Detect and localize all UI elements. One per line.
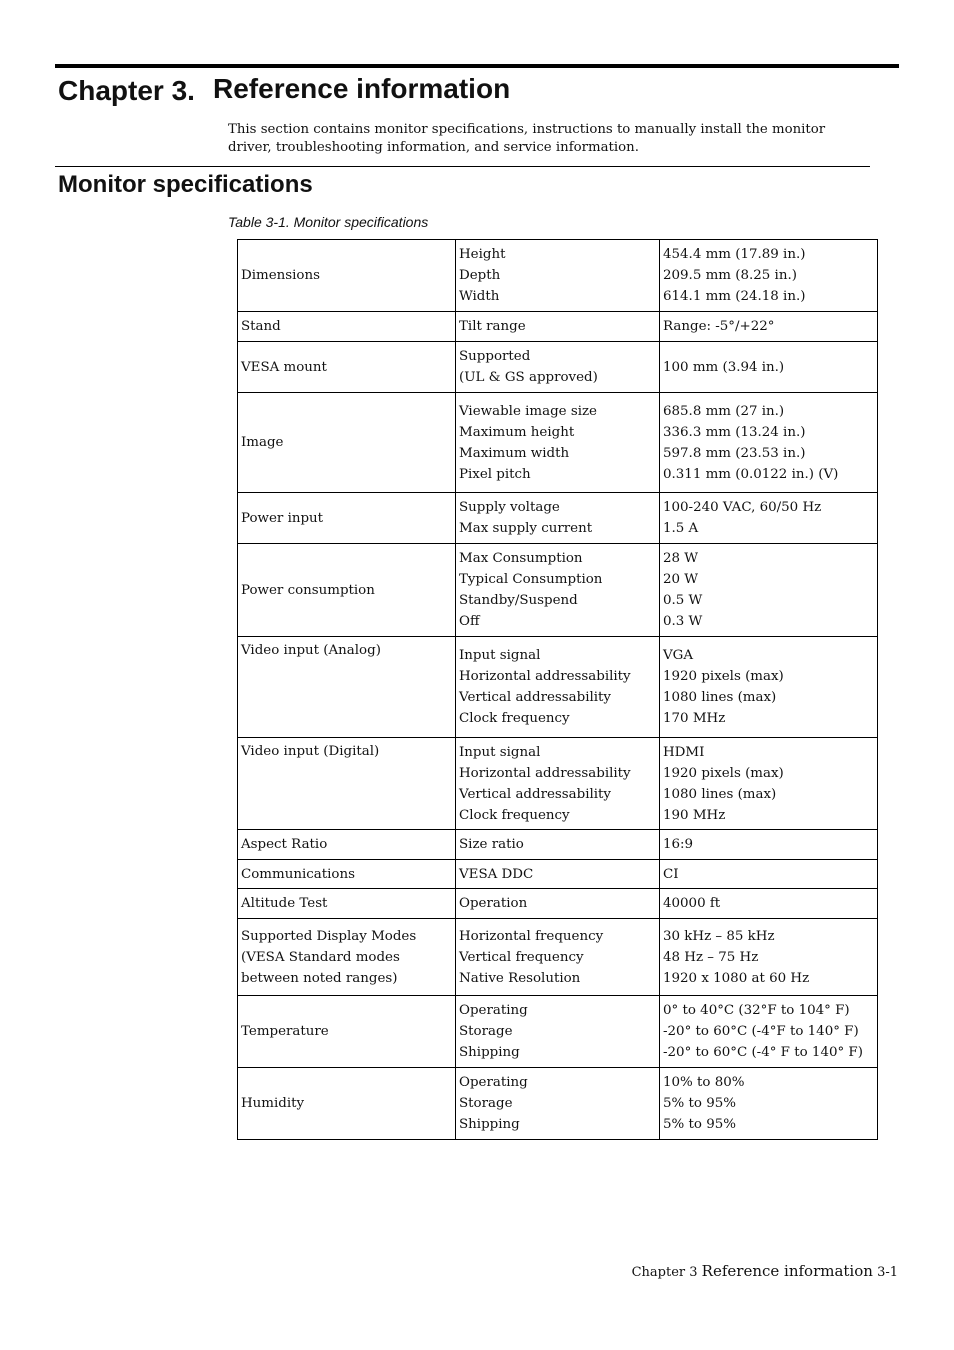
spec-value-cell: [660, 889, 878, 919]
cell-line: Altitude Test: [241, 896, 328, 911]
cell-line: Image: [241, 435, 284, 450]
cell-line: 48 Hz – 75 Hz: [663, 949, 759, 965]
cell-line: Supported Display Modes: [241, 928, 417, 944]
footer-title: Reference information: [701, 1262, 873, 1280]
cell-line: 1080 lines (max): [663, 786, 777, 802]
table-row: [238, 393, 878, 493]
spec-value-cell: [660, 493, 878, 544]
spec-item-cell: [456, 637, 660, 738]
cell-line: 100-240 VAC, 60/50 Hz: [663, 500, 822, 515]
cell-line: Stand: [241, 319, 281, 334]
cell-line: 28 W: [663, 551, 699, 566]
cell-line: Input signal: [459, 648, 541, 663]
spec-value-cell: [660, 738, 878, 830]
cell-line: Vertical frequency: [459, 949, 584, 965]
spec-item-cell: [456, 493, 660, 544]
cell-line: Aspect Ratio: [241, 837, 328, 852]
chapter-title: Reference information: [213, 73, 511, 104]
cell-line: (UL & GS approved): [459, 370, 598, 385]
cell-line: Height: [459, 247, 506, 262]
cell-line: 0.3 W: [663, 614, 703, 629]
cell-line: Max Consumption: [459, 551, 583, 566]
table-row: [238, 312, 878, 342]
cell-line: -20° to 60°C (-4°F to 140° F): [663, 1024, 859, 1039]
spec-item-cell: [456, 312, 660, 342]
cell-line: Video input (Analog): [241, 643, 381, 658]
cell-line: Operating: [459, 1075, 528, 1090]
footer-page-number: 3-1: [877, 1265, 898, 1280]
cell-line: Vertical addressability: [459, 786, 611, 802]
cell-line: Humidity: [241, 1096, 305, 1111]
chapter-label: Chapter 3.: [58, 75, 195, 106]
cell-line: Clock frequency: [459, 807, 570, 823]
cell-line: VESA mount: [241, 359, 327, 375]
table-row: [238, 493, 878, 544]
cell-line: Horizontal addressability: [459, 669, 631, 684]
table-row: [238, 342, 878, 393]
cell-line: VESA DDC: [459, 866, 534, 882]
cell-line: 20 W: [663, 572, 699, 587]
spec-value-cell: [660, 393, 878, 493]
section-title: Monitor specifications: [58, 171, 313, 198]
spec-item-cell: [456, 1068, 660, 1140]
spec-category-cell: [238, 860, 456, 889]
cell-line: Power input: [241, 510, 324, 526]
cell-line: Standby/Suspend: [459, 593, 578, 608]
spec-value-cell: [660, 342, 878, 393]
spec-category-cell: [238, 830, 456, 860]
table-row: [238, 889, 878, 919]
table-caption: Table 3-1. Monitor specifications: [228, 214, 429, 230]
cell-line: 190 MHz: [663, 807, 726, 823]
spec-category-cell: [238, 493, 456, 544]
cell-line: 597.8 mm (23.53 in.): [663, 445, 806, 461]
spec-category-cell: [238, 996, 456, 1068]
table-row: [238, 860, 878, 889]
cell-line: Temperature: [241, 1024, 329, 1039]
cell-line: Supply voltage: [459, 500, 560, 515]
cell-line: Shipping: [459, 1117, 520, 1132]
cell-line: 0° to 40°C (32°F to 104° F): [663, 1003, 850, 1018]
cell-line: 1.5 A: [663, 521, 699, 536]
spec-category-cell: [238, 312, 456, 342]
cell-line: 30 kHz – 85 kHz: [663, 928, 775, 944]
cell-line: Typical Consumption: [459, 572, 603, 587]
spec-value-cell: [660, 996, 878, 1068]
cell-line: Input signal: [459, 744, 541, 760]
spec-category-cell: [238, 342, 456, 393]
cell-line: Native Resolution: [459, 970, 581, 986]
cell-line: Storage: [459, 1024, 513, 1039]
spec-category-cell: [238, 738, 456, 830]
cell-line: Storage: [459, 1096, 513, 1111]
spec-item-cell: [456, 544, 660, 637]
cell-line: 170 MHz: [663, 711, 726, 726]
spec-value-cell: [660, 312, 878, 342]
spec-category-cell: [238, 544, 456, 637]
cell-line: Horizontal frequency: [459, 928, 604, 944]
cell-line: Shipping: [459, 1045, 520, 1060]
spec-category-cell: [238, 919, 456, 996]
cell-line: Video input (Digital): [241, 744, 380, 759]
cell-line: Operation: [459, 896, 528, 911]
cell-line: Communications: [241, 866, 355, 882]
spec-item-cell: [456, 393, 660, 493]
intro-paragraph: This section contains monitor specifications, instructions to manually install the monitor driver, troubleshooting information, and service information.: [228, 122, 826, 155]
cell-line: Horizontal addressability: [459, 765, 631, 781]
cell-line: 10% to 80%: [663, 1075, 745, 1090]
spec-item-cell: [456, 830, 660, 860]
cell-line: VGA: [663, 648, 694, 663]
cell-line: Supported: [459, 349, 531, 364]
cell-line: 1920 pixels (max): [663, 669, 784, 684]
table-row: [238, 738, 878, 830]
cell-line: 40000 ft: [663, 896, 721, 911]
table-row: [238, 1068, 878, 1140]
cell-line: Dimensions: [241, 268, 320, 283]
cell-line: HDMI: [663, 744, 705, 760]
cell-line: 0.311 mm (0.0122 in.) (V): [663, 466, 839, 482]
cell-line: (VESA Standard modes: [241, 949, 400, 965]
spec-category-cell: [238, 1068, 456, 1140]
cell-line: Off: [459, 614, 480, 629]
cell-line: 5% to 95%: [663, 1096, 736, 1111]
cell-line: Pixel pitch: [459, 466, 531, 482]
cell-line: Range: -5°/+22°: [663, 319, 775, 334]
cell-line: Power consumption: [241, 582, 375, 598]
cell-line: Width: [459, 289, 500, 304]
spec-item-cell: [456, 342, 660, 393]
spec-item-cell: [456, 860, 660, 889]
spec-item-cell: [456, 738, 660, 830]
cell-line: 336.3 mm (13.24 in.): [663, 424, 806, 440]
spec-item-cell: [456, 919, 660, 996]
cell-line: Vertical addressability: [459, 690, 611, 705]
cell-line: 5% to 95%: [663, 1117, 736, 1132]
table-row: [238, 830, 878, 860]
spec-value-cell: [660, 637, 878, 738]
cell-line: 100 mm (3.94 in.): [663, 359, 785, 375]
cell-line: 1080 lines (max): [663, 690, 777, 705]
spec-value-cell: [660, 830, 878, 860]
cell-line: Size ratio: [459, 837, 524, 852]
cell-line: Maximum width: [459, 445, 570, 461]
cell-line: Max supply current: [459, 521, 593, 536]
cell-line: 16:9: [663, 837, 694, 852]
table-row: [238, 240, 878, 312]
spec-value-cell: [660, 860, 878, 889]
cell-line: -20° to 60°C (-4° F to 140° F): [663, 1045, 863, 1060]
section-rule: [55, 166, 870, 167]
cell-line: 614.1 mm (24.18 in.): [663, 289, 806, 304]
spec-value-cell: [660, 919, 878, 996]
cell-line: Maximum height: [459, 424, 575, 440]
spec-item-cell: [456, 889, 660, 919]
cell-line: 0.5 W: [663, 593, 703, 608]
cell-line: Tilt range: [459, 319, 526, 334]
cell-line: 1920 pixels (max): [663, 765, 784, 781]
spec-category-cell: [238, 393, 456, 493]
footer-chapter: Chapter 3: [631, 1265, 698, 1280]
table-row: [238, 544, 878, 637]
cell-line: 454.4 mm (17.89 in.): [663, 247, 806, 262]
cell-line: Viewable image size: [459, 403, 597, 419]
table-row: [238, 919, 878, 996]
spec-category-cell: [238, 240, 456, 312]
spec-value-cell: [660, 544, 878, 637]
cell-line: 1920 x 1080 at 60 Hz: [663, 970, 810, 986]
cell-line: 209.5 mm (8.25 in.): [663, 268, 797, 283]
spec-item-cell: [456, 240, 660, 312]
cell-line: Operating: [459, 1003, 528, 1018]
cell-line: between noted ranges): [241, 970, 398, 986]
cell-line: Clock frequency: [459, 711, 570, 726]
spec-value-cell: [660, 240, 878, 312]
cell-line: 685.8 mm (27 in.): [663, 403, 785, 419]
table-row: [238, 996, 878, 1068]
spec-item-cell: [456, 996, 660, 1068]
spec-value-cell: [660, 1068, 878, 1140]
cell-line: Depth: [459, 268, 501, 283]
specifications-table: [237, 239, 878, 1140]
spec-category-cell: [238, 889, 456, 919]
spec-category-cell: [238, 637, 456, 738]
chapter-top-rule: [55, 64, 899, 68]
cell-line: CI: [663, 866, 679, 882]
table-row: [238, 637, 878, 738]
page-footer: [632, 1261, 898, 1283]
